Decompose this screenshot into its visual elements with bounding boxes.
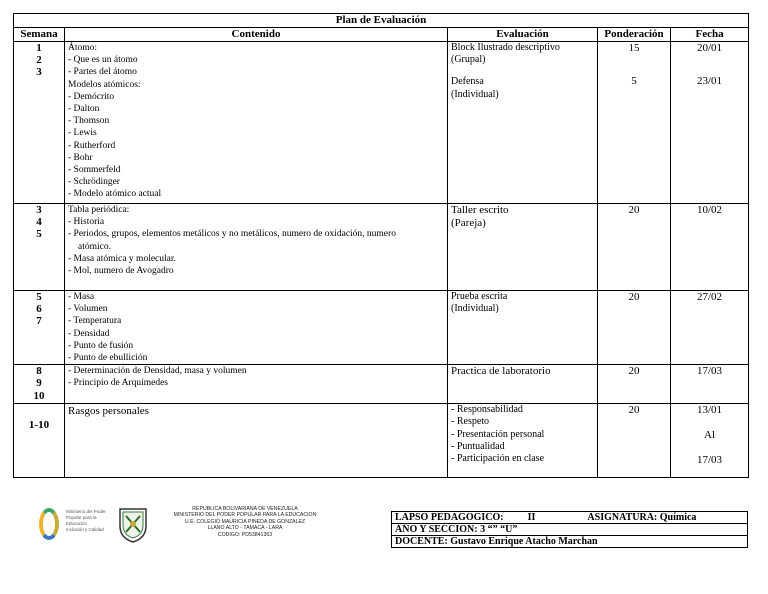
evaluation-item: - Participación en clase [451,453,545,465]
content-line: - Lewis [68,128,97,139]
asignatura-label: ASIGNATURA: [587,512,658,523]
content-line: Tabla periódica: [68,205,130,215]
content-line: - Rutherford [68,140,116,151]
institution-line: CODIGO: PD53841363 [217,531,273,538]
content-line: - Que es un átomo [68,55,138,66]
evaluation-plan-table [13,13,749,478]
week-cell [14,404,65,478]
content-cell [65,404,448,478]
content-line: - Densidad [68,328,110,339]
week-number: 3 [36,66,42,79]
content-line: - Periodos, grupos, elementos metálicos y no metálicos, numero de oxidación, numero [68,229,396,240]
weight-cell [598,42,671,204]
week-number: 3 [36,204,42,216]
weight-value: 5 [631,75,637,87]
institution-line: LLANO ALTO - TAMACA - LARA [207,525,283,532]
evaluation-mode: (Pareja) [451,217,486,229]
date-value: 27/02 [696,291,723,303]
date-cell [671,42,749,204]
header-fecha: Fecha [671,28,749,42]
date-cell [671,291,749,365]
date-cell [671,365,749,404]
week-cell [14,204,65,291]
week-number: 5 [36,228,42,241]
date-cell [671,204,749,291]
week-number: 8 [36,365,42,378]
docente: DOCENTE: Gustavo Enrique Atacho Marchan [392,536,748,548]
footer-logos [36,500,336,556]
content-line: - Dalton [68,104,100,115]
content-line: - Punto de ebullición [68,353,148,364]
asignatura-value: Química [659,512,697,523]
evaluation-item: - Respeto [451,416,490,428]
date-value: 13/01 [696,404,723,417]
weight-cell [598,404,671,478]
week-cell [14,42,65,204]
content-line: - Masa atómica y molecular. [68,253,176,264]
week-number: 2 [36,54,42,67]
school-shield-logo [118,506,148,544]
institution-line: U.E. COLEGIO MAURICIA PINEDA DE GONZALEZ [184,518,306,525]
evaluation-item: - Responsabilidad [451,404,523,416]
weight-value: 20 [628,404,640,417]
content-cell [65,291,448,365]
header-semana: Semana [14,28,65,42]
institution-line: REPUBLICA BOLIVARIANA DE VENEZUELA [192,506,298,512]
table-row [14,291,749,365]
content-line: - Partes del átomo [68,67,137,78]
week-cell [14,291,65,365]
weight-value: 20 [628,291,640,303]
evaluation-cell [448,291,598,365]
evaluation-mode: (Individual) [451,303,499,315]
week-number: 1-10 [28,418,50,431]
course-info-table [391,511,748,548]
weight-value: 15 [628,42,640,54]
evaluation-cell [448,365,598,404]
week-number: 10 [33,389,45,402]
weight-cell [598,365,671,404]
lapso-label: LAPSO PEDAGOGICO: [395,512,504,523]
evaluation-type: Taller escrito [451,204,509,216]
week-number: 6 [36,303,42,316]
table-title: Plan de Evaluación [14,14,749,28]
header-ponderacion: Ponderación [598,28,671,42]
content-line: - Demócrito [68,91,115,102]
content-line: - Modelo atómico actual [68,189,162,200]
date-value: 17/03 [696,454,723,467]
header-evaluacion: Evaluación [448,28,598,42]
table-row [14,204,749,291]
content-line: Modelos atómicos: [68,79,141,90]
date-value: 17/03 [696,365,723,378]
content-cell [65,365,448,404]
content-line: - Mol, numero de Avogadro [68,266,174,277]
evaluation-type: Block Ilustrado descriptivo [451,42,560,53]
week-number: 4 [36,216,42,229]
content-line: - Principio de Arquímedes [68,378,168,389]
content-cell [65,204,448,291]
content-line: Átomo: [68,43,98,53]
date-range-word: Al [704,429,716,442]
institution-line: MINISTERIO DEL PODER POPULAR PARA LA EDUCACION [173,512,317,519]
week-number: 1 [36,42,42,54]
header-contenido: Contenido [65,28,448,42]
week-cell [14,365,65,404]
content-line: - Temperatura [68,316,122,327]
evaluation-mode: (Individual) [451,88,499,100]
evaluation-cell [448,204,598,291]
content-line: - Punto de fusión [68,340,134,351]
weight-cell [598,291,671,365]
anio-seccion: AÑO Y SECCION: 3 “” “U” [392,524,748,536]
ministry-logo [36,506,64,544]
table-row [14,365,749,404]
date-value: 23/01 [696,75,723,87]
table-row [14,404,749,478]
content-line: atómico. [78,241,111,252]
ministry-logo-text: Ministerio del Poder Popular para la Educación Inclusión y Calidad [66,509,106,532]
evaluation-item: - Puntualidad [451,440,505,452]
content-line: - Determinación de Densidad, masa y volumen [68,366,247,377]
week-number: 9 [36,377,42,390]
table-row [14,42,749,204]
date-value: 10/02 [696,204,723,216]
lapso-row [392,512,748,524]
weight-value: 20 [628,204,640,216]
content-line: - Historia [68,217,105,228]
content-line: - Volumen [68,304,108,315]
date-value: 20/01 [696,42,723,54]
content-line: - Masa [68,292,95,302]
content-line: Rasgos personales [68,405,149,418]
institution-header [156,506,334,538]
lapso-value: II [527,512,536,523]
week-number: 7 [36,315,42,328]
evaluation-type: Defensa [451,76,484,88]
content-cell [65,42,448,204]
content-line: - Thomson [68,116,110,127]
date-cell [671,404,749,478]
evaluation-cell [448,42,598,204]
weight-cell [598,204,671,291]
content-line: - Bohr [68,152,93,163]
evaluation-mode: (Grupal) [451,54,486,66]
evaluation-type: Practica de laboratorio [451,365,551,378]
evaluation-item: - Presentación personal [451,428,545,440]
weight-value: 20 [628,365,640,378]
content-line: - Sommerfeld [68,165,121,176]
content-line: - Schrödinger [68,177,120,188]
week-number: 5 [36,291,42,303]
evaluation-cell [448,404,598,478]
evaluation-type: Prueba escrita [451,291,508,302]
